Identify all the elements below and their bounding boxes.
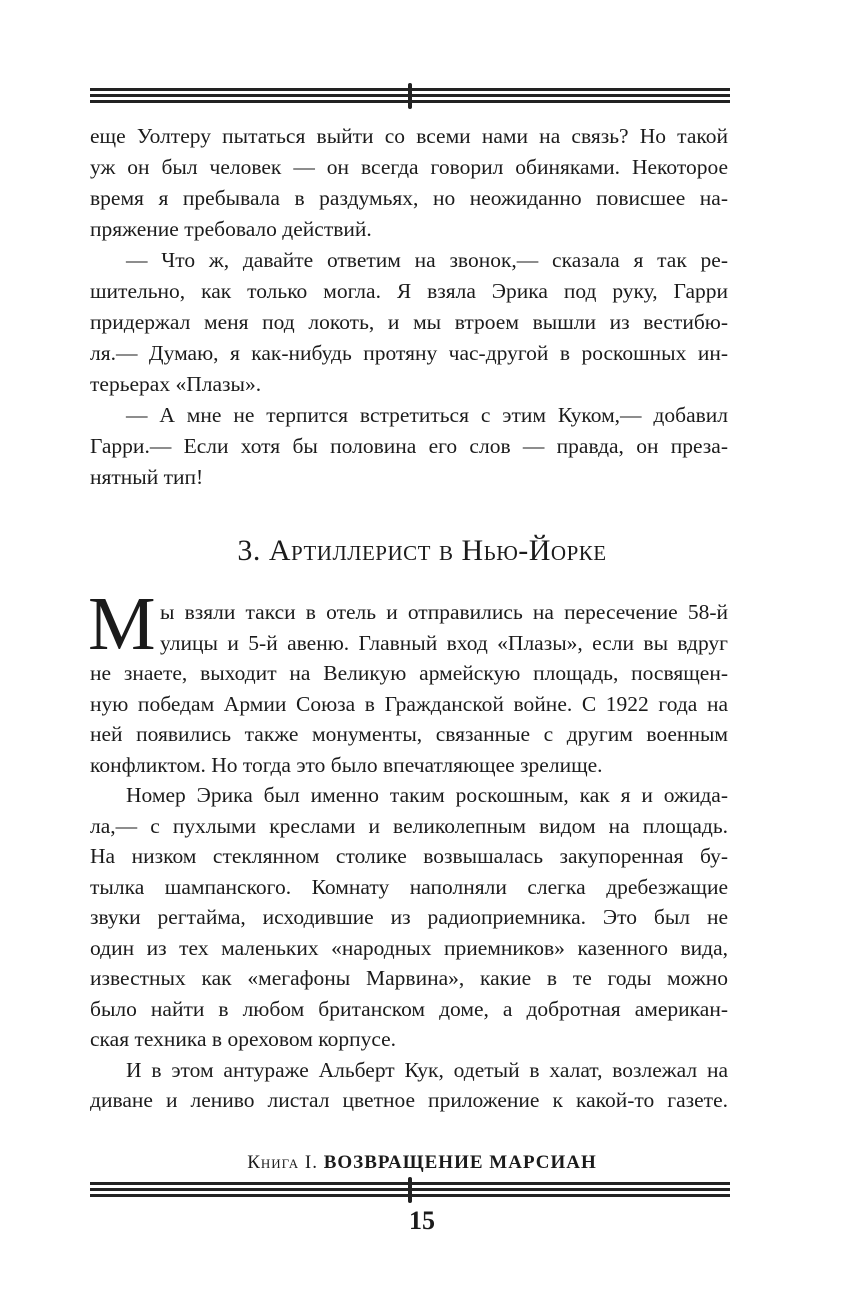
book-title: ВОЗВРАЩЕНИЕ МАРСИАН — [323, 1152, 597, 1173]
text-line: пряжение требовало действий. — [90, 217, 372, 241]
text-line: шительно, как только могла. Я взяла Эрика под руку, Гарри — [90, 279, 728, 303]
text-line: было найти в любом британском доме, а добротная американ- — [90, 996, 728, 1021]
text-line: уж он был человек — он всегда говорил обиняками. Некоторое — [90, 155, 728, 179]
text-line: — А мне не терпится встретиться с этим Куком,— добавил — [126, 403, 728, 427]
text-line: время я пребывала в раздумьях, но неожиданно повисшее на- — [90, 186, 728, 210]
top-ornamental-rule — [90, 86, 730, 106]
text-line: не знаете, выходит на Великую армейскую площадь, посвящен- — [90, 661, 728, 685]
text-line: диване и лениво листал цветное приложение к какой-то газете. — [90, 1088, 728, 1112]
text-section-1 — [90, 121, 728, 493]
text-line: терьерах «Плазы». — [90, 372, 262, 396]
text-line: ская техника в ореховом корпусе. — [90, 1027, 397, 1051]
text-line: Гарри.— Если хотя бы половина его слов — правда, он преза- — [90, 434, 728, 458]
page-number: 15 — [409, 1206, 435, 1235]
text-line: нятный тип! — [90, 465, 204, 489]
text-line: один из тех маленьких «народных приемников» казенного вида, — [90, 935, 728, 960]
text-line: — Что ж, давайте ответим на звонок,— сказала я так ре- — [126, 248, 728, 272]
text-line: ла,— с пухлыми креслами и великолепным видом на площадь. — [90, 813, 728, 838]
text-line: И в этом антураже Альберт Кук, одетый в халат, возлежал на — [126, 1057, 728, 1082]
text-line: известных как «мегафоны Марвина», какие в те годы можно — [90, 966, 728, 990]
chapter-heading: 3. Артиллерист в Нью-Йорке — [237, 534, 607, 567]
text-line: ы взяли такси в отель и отправились на пересечение 58-й — [160, 600, 728, 624]
text-line: На низком стеклянном столике возвышалась закупоренная бу- — [90, 844, 728, 868]
text-line: ную победам Армии Союза в Гражданской войне. С 1922 года на — [90, 691, 728, 716]
running-footer — [0, 1152, 844, 1174]
text-line: конфликтом. Но тогда это было впечатляющее зрелище. — [90, 752, 603, 777]
book-label: Книга I. — [247, 1152, 318, 1173]
drop-cap: М — [88, 582, 156, 666]
text-line: ля.— Думаю, я как-нибудь протяну час-другой в роскошных ин- — [90, 341, 728, 365]
text-line: тылка шампанского. Комнату наполняли слегка дребезжащие — [90, 874, 728, 899]
text-line: придержал меня под локоть, и мы втроем вышли из вестибю- — [90, 310, 728, 334]
text-line: улицы и 5-й авеню. Главный вход «Плазы», если вы вдруг — [160, 630, 728, 655]
text-line: ней появились также монументы, связанные с другим военным — [90, 722, 728, 746]
text-section-2 — [90, 597, 728, 1116]
text-line: звуки регтайма, исходившие из радиоприемника. Это был не — [90, 905, 728, 929]
text-line: Номер Эрика был именно таким роскошным, как я и ожида- — [126, 783, 728, 807]
bottom-ornamental-rule — [90, 1180, 730, 1200]
text-line: еще Уолтеру пытаться выйти со всеми нами на связь? Но такой — [90, 124, 728, 148]
